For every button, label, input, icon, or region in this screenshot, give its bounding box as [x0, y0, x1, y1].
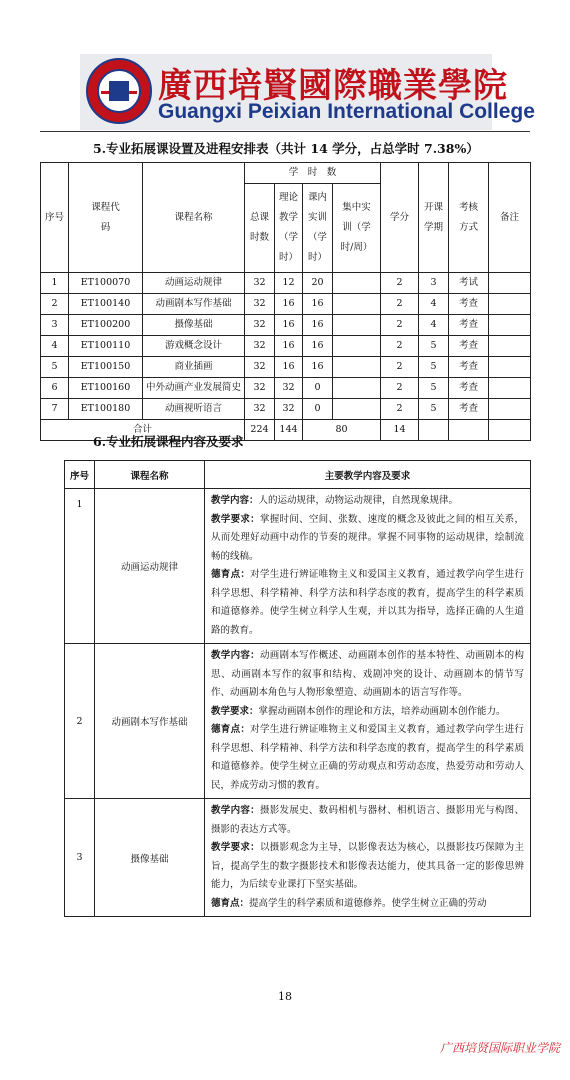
content-row [65, 644, 531, 799]
cell-name: 动画运动规律 [143, 273, 245, 294]
section-6-title: 6.专业拓展课程内容及要求 [93, 434, 244, 449]
totals-theory: 144 [275, 420, 303, 441]
cell-seq: 7 [41, 399, 69, 420]
content-label: 教学内容 [211, 495, 250, 506]
cell-credits: 2 [381, 378, 419, 399]
header-semester: 开课学期 [419, 163, 449, 273]
cell-inclass: 16 [303, 294, 333, 315]
cell-assess: 考查 [449, 357, 489, 378]
cell-credits: 2 [381, 399, 419, 420]
cell-inclass: 16 [303, 315, 333, 336]
cell-seq: 5 [41, 357, 69, 378]
cell-note [489, 294, 531, 315]
course-seq: 1 [65, 489, 95, 644]
cell-name: 摄像基础 [143, 315, 245, 336]
cell-seq: 3 [41, 315, 69, 336]
cell-total: 32 [245, 273, 275, 294]
header-code: 课程代码 [69, 163, 143, 273]
moral-text: 提高学生的科学素质和道德修养。使学生树立正确的劳动 [249, 897, 487, 909]
cell-inclass: 16 [303, 336, 333, 357]
header-theory: 理论教学（学时） [275, 184, 303, 273]
header-hours-group: 学 时 数 [245, 163, 381, 184]
cell-term: 5 [419, 378, 449, 399]
course-schedule-table [40, 162, 531, 441]
course-name: 动画运动规律 [95, 489, 205, 644]
header-total-hours: 总课时数 [245, 184, 275, 273]
table-row [41, 336, 531, 357]
totals-label: 合计 [41, 420, 245, 441]
content-header-row [65, 461, 531, 489]
cell-term: 5 [419, 357, 449, 378]
course-content: 教学内容：人的运动规律，动物运动规律，自然现象规律。 教学要求：掌握时间、空间、张数、速度的概念及彼此之间的相互关系，从而处理好动画中动作的节奏的规律。掌握不同事物的运动规律，绘制流畅的线稿。 德育点：对学生进行辨证唯物主义和爱国主义教育，通过教学向学生进行科学思想、科学精神、科学方法和科学态度的教育，提高学生的科学素质和道德修养。使学生树立科学人生观，并以其为指导，选择正确的人生道路的教育。 [205, 489, 531, 644]
cell-note [489, 273, 531, 294]
totals-credits: 14 [381, 420, 419, 441]
cell-seq: 4 [41, 336, 69, 357]
requirement-label: 教学要求 [211, 513, 251, 525]
cell-conc [333, 357, 381, 378]
cell-theory: 32 [275, 378, 303, 399]
section-5-title: 5.专业拓展课设置及进程安排表（共计 14 学分，占总学时 7.38%） [93, 141, 479, 156]
cell-credits: 2 [381, 315, 419, 336]
cell-code: ET100110 [69, 336, 143, 357]
cell-term: 4 [419, 315, 449, 336]
cell-conc [333, 315, 381, 336]
cell-note [489, 357, 531, 378]
content-text: 摄影发展史、数码相机与器材、相机语言、摄影用光与构图、摄影的表达方式等。 [211, 805, 524, 835]
cell-seq: 1 [41, 273, 69, 294]
cell-total: 32 [245, 399, 275, 420]
course-name: 动画剧本写作基础 [95, 644, 205, 799]
cell-seq: 2 [41, 294, 69, 315]
moral-label: 德育点 [211, 724, 241, 735]
cell-name: 游戏概念设计 [143, 336, 245, 357]
table-row [41, 357, 531, 378]
header-inclass: 课内实训（学时） [303, 184, 333, 273]
requirement-label: 教学要求 [211, 842, 251, 853]
course-content: 教学内容：摄影发展史、数码相机与器材、相机语言、摄影用光与构图、摄影的表达方式等。 教学要求：以摄影观念为主导，以影像表达为核心，以摄影技巧保障为主旨，提高学生的数字摄影技术和影像表达能力，使其具备一定的影像思辨能力，为后续专业课打下坚实基础。 德育点：提高学生的科学素质和道德修养。使学生树立正确的劳动 [205, 799, 531, 917]
totals-practice: 80 [303, 420, 381, 441]
cell-theory: 16 [275, 336, 303, 357]
cell-inclass: 20 [303, 273, 333, 294]
cell-code: ET100150 [69, 357, 143, 378]
cell-credits: 2 [381, 273, 419, 294]
table-row [41, 315, 531, 336]
requirement-text: 以摄影观念为主导，以影像表达为核心，以摄影技巧保障为主旨，提高学生的数字摄影技术和影像表达能力，使其具备一定的影像思辨能力，为后续专业课打下坚实基础。 [211, 842, 524, 890]
table-header-row [41, 163, 531, 184]
cell-conc [333, 378, 381, 399]
cell-total: 32 [245, 315, 275, 336]
requirement-text: 掌握动画剧本创作的理论和方法，培养动画剧本创作能力。 [258, 705, 506, 717]
content-header-seq: 序号 [65, 461, 95, 489]
course-content-table [64, 460, 531, 917]
cell-name: 动画剧本写作基础 [143, 294, 245, 315]
moral-text: 对学生进行辨证唯物主义和爱国主义教育，通过教学向学生进行科学思想、科学精神、科学方法和科学态度的教育，提高学生的科学素质和道德修养。使学生树立科学人生观，并以其为指导，选择正确的人生道路的教育。 [211, 569, 524, 636]
cell-assess: 考查 [449, 294, 489, 315]
cell-conc [333, 273, 381, 294]
cell-theory: 16 [275, 315, 303, 336]
course-seq: 2 [65, 644, 95, 799]
cell-name: 商业插画 [143, 357, 245, 378]
moral-text: 对学生进行辨证唯物主义和爱国主义教育，通过教学向学生进行科学思想、科学精神、科学方法和科学态度的教育，提高学生的科学素质和道德修养。使学生树立正确的劳动观点和劳动态度，热爱劳动和劳动人民，养成劳动习惯的教育。 [211, 724, 524, 791]
content-row [65, 489, 531, 644]
cell-theory: 32 [275, 399, 303, 420]
cell-note [489, 378, 531, 399]
cell-assess: 考查 [449, 399, 489, 420]
college-name-english: Guangxi Peixian International College [158, 100, 535, 123]
cell-conc [333, 399, 381, 420]
content-row [65, 799, 531, 917]
cell-code: ET100070 [69, 273, 143, 294]
cell-note [489, 315, 531, 336]
cell-assess: 考试 [449, 273, 489, 294]
cell-note [489, 399, 531, 420]
college-logo-seal [86, 58, 152, 124]
header-assessment: 考核方式 [449, 163, 489, 273]
cell-code: ET100180 [69, 399, 143, 420]
header-remarks: 备注 [489, 163, 531, 273]
cell-code: ET100200 [69, 315, 143, 336]
cell-term: 4 [419, 294, 449, 315]
course-name: 摄像基础 [95, 799, 205, 917]
cell-code: ET100140 [69, 294, 143, 315]
content-text: 人的运动规律，动物运动规律，自然现象规律。 [258, 495, 459, 506]
cell-seq: 6 [41, 378, 69, 399]
content-text: 动画剧本写作概述、动画剧本创作的基本特性、动画剧本的构思、动画剧本写作的叙事和结构、戏剧冲突的设计、动画剧本的情节写作、动画剧本角色与人物形象塑造、动画剧本的语言写作等。 [211, 650, 524, 698]
totals-empty-1 [419, 420, 449, 441]
cell-assess: 考查 [449, 315, 489, 336]
table-row [41, 378, 531, 399]
footer-watermark: 广西培贤国际职业学院 [440, 1041, 561, 1055]
cell-name: 动画视听语言 [143, 399, 245, 420]
moral-label: 德育点 [211, 569, 241, 580]
table-row [41, 399, 531, 420]
table-row [41, 294, 531, 315]
page-number: 18 [278, 990, 292, 1003]
cell-inclass: 0 [303, 378, 333, 399]
cell-assess: 考查 [449, 378, 489, 399]
cell-credits: 2 [381, 294, 419, 315]
cell-total: 32 [245, 357, 275, 378]
cell-term: 3 [419, 273, 449, 294]
totals-empty-3 [489, 420, 531, 441]
cell-note [489, 336, 531, 357]
cell-theory: 16 [275, 294, 303, 315]
cell-total: 32 [245, 294, 275, 315]
cell-credits: 2 [381, 357, 419, 378]
cell-assess: 考查 [449, 336, 489, 357]
cell-name: 中外动画产业发展简史 [143, 378, 245, 399]
cell-term: 5 [419, 336, 449, 357]
requirement-text: 掌握时间、空间、张数、速度的概念及彼此之间的相互关系，从而处理好动画中动作的节奏的规律。掌握不同事物的运动规律，绘制流畅的线稿。 [211, 513, 524, 562]
cell-conc [333, 336, 381, 357]
header-name: 课程名称 [143, 163, 245, 273]
totals-empty-2 [449, 420, 489, 441]
cell-inclass: 0 [303, 399, 333, 420]
cell-code: ET100160 [69, 378, 143, 399]
requirement-label: 教学要求 [211, 705, 250, 717]
cell-theory: 12 [275, 273, 303, 294]
content-label: 教学内容 [211, 805, 251, 816]
header-concentrated: 集中实训（学时/周） [333, 184, 381, 273]
content-label: 教学内容 [211, 650, 251, 661]
course-seq: 3 [65, 799, 95, 917]
cell-inclass: 16 [303, 357, 333, 378]
cell-credits: 2 [381, 336, 419, 357]
header-credits: 学分 [381, 163, 419, 273]
moral-label: 德育点 [211, 897, 240, 909]
content-header-name: 课程名称 [95, 461, 205, 489]
cell-theory: 16 [275, 357, 303, 378]
totals-hours: 224 [245, 420, 275, 441]
cell-term: 5 [419, 399, 449, 420]
cell-total: 32 [245, 378, 275, 399]
header-seq: 序号 [41, 163, 69, 273]
header-divider [40, 131, 530, 132]
course-content: 教学内容：动画剧本写作概述、动画剧本创作的基本特性、动画剧本的构思、动画剧本写作的叙事和结构、戏剧冲突的设计、动画剧本的情节写作、动画剧本角色与人物形象塑造、动画剧本的语言写作等。 教学要求：掌握动画剧本创作的理论和方法，培养动画剧本创作能力。 德育点：对学生进行辨证唯物主义和爱国主义教育，通过教学向学生进行科学思想、科学精神、科学方法和科学态度的教育，提高学生的科学素质和道德修养。使学生树立正确的劳动观点和劳动态度，热爱劳动和劳动人民，养成劳动习惯的教育。 [205, 644, 531, 799]
table-row [41, 273, 531, 294]
college-name-chinese: 廣西培賢國際職業學院 [158, 66, 508, 106]
content-header-content: 主要教学内容及要求 [205, 461, 531, 489]
cell-conc [333, 294, 381, 315]
cell-total: 32 [245, 336, 275, 357]
